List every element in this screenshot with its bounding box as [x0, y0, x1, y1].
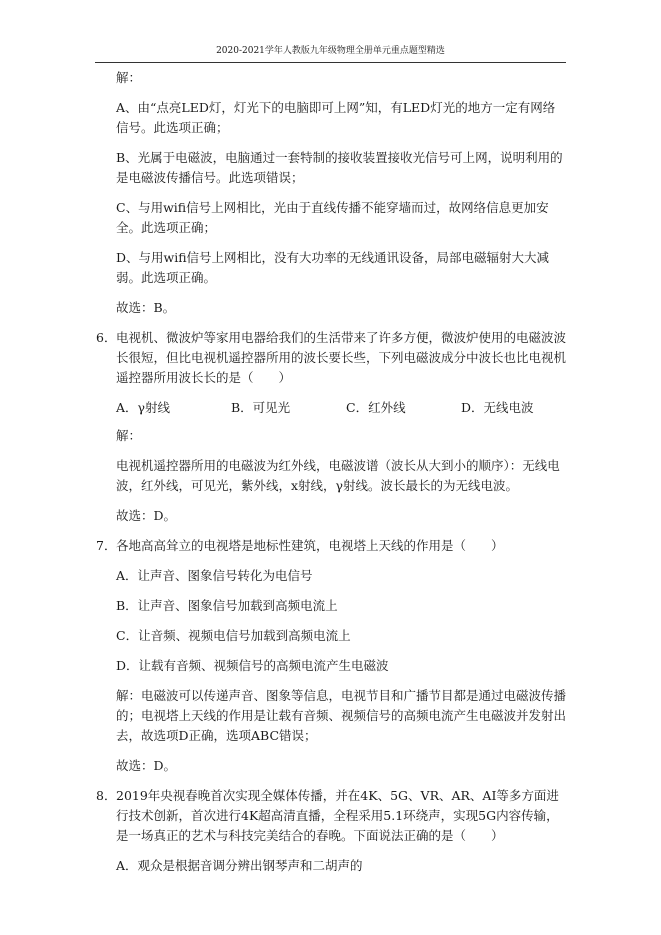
- question-8-number: 8．: [96, 788, 117, 803]
- q6-explanation: 电视机遥控器所用的电磁波为红外线，电磁波谱（波长从大到小的顺序）：无线电波，红外线，可见光，紫外线，x射线，γ射线。波长最长的为无线电波。: [116, 458, 560, 493]
- q7-explanation: 解：电磁波可以传递声音、图象等信息，电视节目和广播节目都是通过电磁波传播的；电视塔上天线的作用是让载有音频、视频信号的高频电流产生电磁波并发射出去，故选项D正确，选项ABC错误；: [116, 688, 567, 743]
- question-8-option-a: A．观众是根据音调分辨出钢琴声和二胡声的: [116, 858, 363, 873]
- question-6-option-b: B．可见光: [231, 400, 291, 415]
- question-6: [96, 328, 566, 388]
- question-6-option-c: C．红外线: [346, 400, 406, 415]
- q7-answer: 故选：D。: [116, 758, 177, 773]
- question-7-option-b: B．让声音、图象信号加载到高频电流上: [116, 598, 338, 613]
- question-8-stem: 2019年央视春晚首次实现全媒体传播，并在4K、5G、VR、AR、AI等多方面进行技术创新，首次进行4K超高清直播，全程采用5.1环绕声，实现5G内容传输，是一场真正的艺术与科技完美结合的春晚。下面说法正确的是（ ）: [116, 788, 559, 843]
- question-7: [96, 536, 566, 556]
- question-7-number: 7．: [96, 538, 117, 553]
- q6-answer: 故选：D。: [116, 508, 177, 523]
- q5-analysis-a: A、由“点亮LED灯，灯光下的电脑即可上网”知，有LED灯光的地方一定有网络信号。此选项正确；: [116, 100, 556, 135]
- q6-solution-label: 解：: [116, 428, 142, 443]
- question-7-stem: 各地高高耸立的电视塔是地标性建筑，电视塔上天线的作用是（ ）: [116, 538, 504, 553]
- question-6-stem: 电视机、微波炉等家用电器给我们的生活带来了许多方便，微波炉使用的电磁波波长很短，但比电视机遥控器所用的波长要长些，下列电磁波成分中波长也比电视机遥控器所用波长长的是（ ）: [116, 330, 567, 385]
- question-7-option-d: D．让载有音频、视频信号的高频电流产生电磁波: [116, 658, 389, 673]
- question-6-option-a: A．γ射线: [116, 400, 170, 415]
- q5-solution-label: 解：: [116, 70, 142, 85]
- question-8: [96, 786, 566, 846]
- page-content: [96, 68, 566, 876]
- q5-analysis-b: B、光属于电磁波，电脑通过一套特制的接收装置接收光信号可上网，说明利用的是电磁波传播信号。此选项错误；: [116, 150, 563, 185]
- question-6-options: [96, 398, 566, 416]
- page-header: 2020-2021学年人教版九年级物理全册单元重点题型精选: [95, 44, 566, 63]
- q5-analysis-c: C、与用wifi信号上网相比，光由于直线传播不能穿墙而过，故网络信息更加安全。此选项正确；: [116, 200, 549, 235]
- question-6-option-d: D．无线电波: [461, 400, 534, 415]
- question-7-option-a: A．让声音、图象信号转化为电信号: [116, 568, 313, 583]
- q5-analysis-d: D、与用wifi信号上网相比，没有大功率的无线通讯设备，局部电磁辐射大大减弱。此选项正确。: [116, 250, 550, 285]
- question-6-number: 6．: [96, 330, 117, 345]
- q5-answer: 故选：B。: [116, 300, 176, 315]
- question-7-option-c: C．让音频、视频电信号加载到高频电流上: [116, 628, 351, 643]
